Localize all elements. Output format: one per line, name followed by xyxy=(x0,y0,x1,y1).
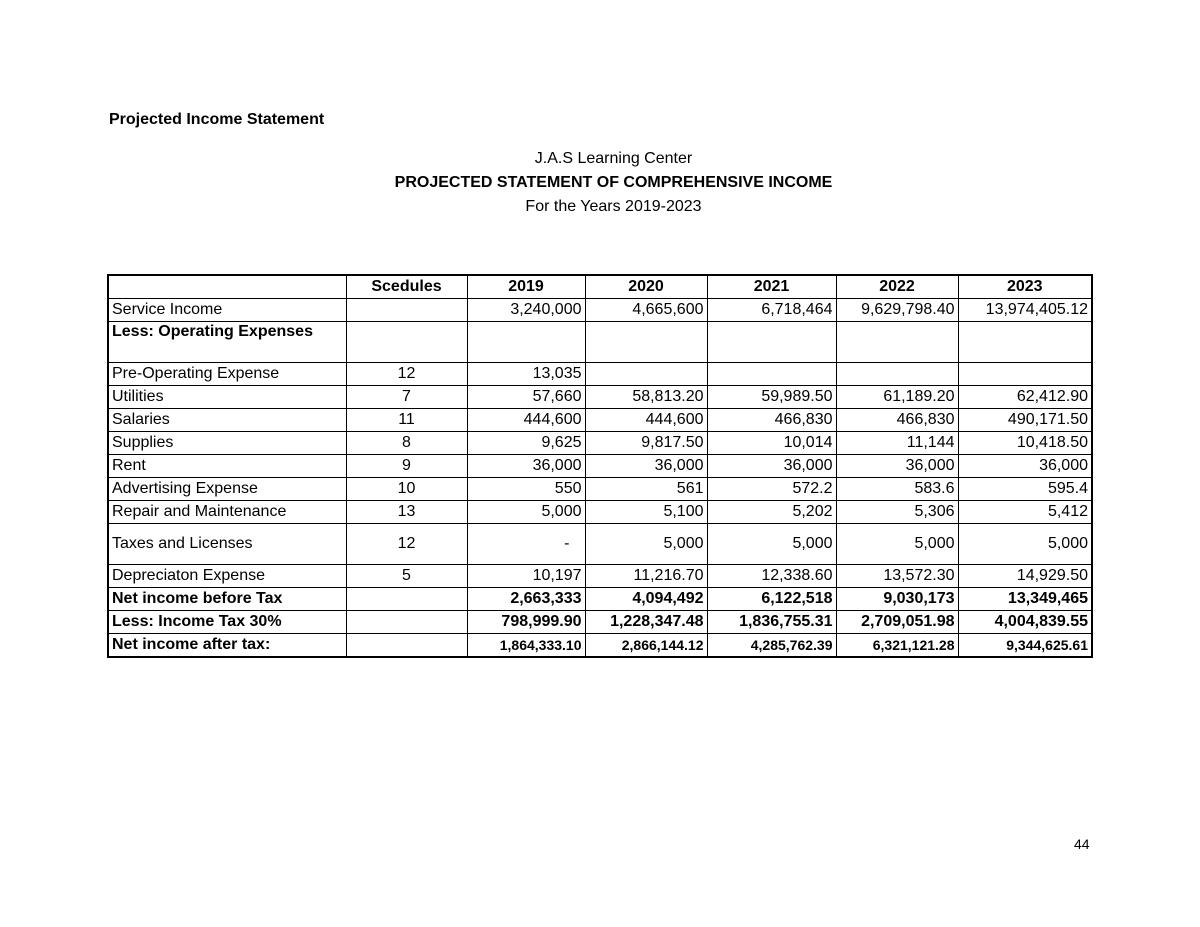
schedule-cell xyxy=(346,611,467,634)
value-2022: 6,321,121.28 xyxy=(836,634,958,658)
value-2019: 798,999.90 xyxy=(467,611,585,634)
value-2021: 5,202 xyxy=(707,501,836,524)
empty-cell xyxy=(958,322,1092,363)
value-2021: 572.2 xyxy=(707,478,836,501)
row-label: Net income after tax: xyxy=(108,634,346,658)
value-2023: 9,344,625.61 xyxy=(958,634,1092,658)
value-2023: 10,418.50 xyxy=(958,432,1092,455)
expense-row xyxy=(108,501,1092,524)
value-2021: 5,000 xyxy=(707,524,836,565)
schedule-cell: 7 xyxy=(346,386,467,409)
schedule-cell: 13 xyxy=(346,501,467,524)
value-2020: 11,216.70 xyxy=(585,565,707,588)
value-2019: 3,240,000 xyxy=(467,299,585,322)
value-2022: 11,144 xyxy=(836,432,958,455)
value-2021: 6,718,464 xyxy=(707,299,836,322)
page-number: 44 xyxy=(1074,836,1090,852)
value-2022: 5,000 xyxy=(836,524,958,565)
value-2023: 14,929.50 xyxy=(958,565,1092,588)
company-name: J.A.S Learning Center xyxy=(534,150,693,167)
value-2020: 4,665,600 xyxy=(585,299,707,322)
value-2019: 10,197 xyxy=(467,565,585,588)
row-label: Service Income xyxy=(108,299,346,322)
value-2021: 59,989.50 xyxy=(707,386,836,409)
value-2020: 5,000 xyxy=(585,524,707,565)
column-header-2020: 2020 xyxy=(585,275,707,299)
expense-row xyxy=(108,432,1092,455)
row-label: Utilities xyxy=(108,386,346,409)
row-label: Less: Income Tax 30% xyxy=(108,611,346,634)
schedule-cell xyxy=(346,299,467,322)
less-operating-expenses-row xyxy=(108,322,1092,363)
header-row xyxy=(108,275,1092,299)
row-label: Rent xyxy=(108,455,346,478)
schedule-cell xyxy=(346,588,467,611)
value-2019: 550 xyxy=(467,478,585,501)
value-2023: 595.4 xyxy=(958,478,1092,501)
value-2020: 2,866,144.12 xyxy=(585,634,707,658)
column-header-2023: 2023 xyxy=(958,275,1092,299)
income-statement-table xyxy=(107,274,1093,658)
value-2021: 36,000 xyxy=(707,455,836,478)
schedule-cell: 12 xyxy=(346,363,467,386)
expense-row xyxy=(108,363,1092,386)
column-header-label xyxy=(108,275,346,299)
column-header-2021: 2021 xyxy=(707,275,836,299)
row-label: Repair and Maintenance xyxy=(108,501,346,524)
dash-mark: - xyxy=(564,535,570,552)
value-2020 xyxy=(585,363,707,386)
value-2022: 36,000 xyxy=(836,455,958,478)
schedule-cell xyxy=(346,634,467,658)
value-2019: 57,660 xyxy=(467,386,585,409)
value-2023: 13,974,405.12 xyxy=(958,299,1092,322)
value-2021: 4,285,762.39 xyxy=(707,634,836,658)
taxes-and-licenses-row xyxy=(108,524,1092,565)
expense-row xyxy=(108,409,1092,432)
row-label: Net income before Tax xyxy=(108,588,346,611)
value-2020: 58,813.20 xyxy=(585,386,707,409)
column-header-2022: 2022 xyxy=(836,275,958,299)
value-2019: 2,663,333 xyxy=(467,588,585,611)
row-label: Less: Operating Expenses xyxy=(108,322,346,363)
value-2023: 62,412.90 xyxy=(958,386,1092,409)
value-2023: 5,412 xyxy=(958,501,1092,524)
net-income-after-tax-row xyxy=(108,634,1092,658)
value-2021: 6,122,518 xyxy=(707,588,836,611)
schedule-cell: 11 xyxy=(346,409,467,432)
column-header-schedules: Scedules xyxy=(346,275,467,299)
service-income-row xyxy=(108,299,1092,322)
value-2021: 12,338.60 xyxy=(707,565,836,588)
statement-period: For the Years 2019-2023 xyxy=(525,198,702,215)
row-label: Pre-Operating Expense xyxy=(108,363,346,386)
value-2019: 444,600 xyxy=(467,409,585,432)
value-2023: 490,171.50 xyxy=(958,409,1092,432)
expense-row xyxy=(108,478,1092,501)
value-2022: 583.6 xyxy=(836,478,958,501)
row-label: Salaries xyxy=(108,409,346,432)
value-2019: 5,000 xyxy=(467,501,585,524)
statement-title: PROJECTED STATEMENT OF COMPREHENSIVE INCOME xyxy=(394,174,833,191)
schedule-cell: 5 xyxy=(346,565,467,588)
column-header-2019: 2019 xyxy=(467,275,585,299)
value-2022: 5,306 xyxy=(836,501,958,524)
value-2022: 9,629,798.40 xyxy=(836,299,958,322)
value-2020: 9,817.50 xyxy=(585,432,707,455)
empty-cell xyxy=(836,322,958,363)
value-2022: 9,030,173 xyxy=(836,588,958,611)
value-2023: 4,004,839.55 xyxy=(958,611,1092,634)
row-label: Supplies xyxy=(108,432,346,455)
value-2022: 61,189.20 xyxy=(836,386,958,409)
value-2021 xyxy=(707,363,836,386)
net-income-before-tax-row xyxy=(108,588,1092,611)
value-2023: 5,000 xyxy=(958,524,1092,565)
value-2019: 13,035 xyxy=(467,363,585,386)
value-2022: 466,830 xyxy=(836,409,958,432)
value-2019: 36,000 xyxy=(467,455,585,478)
schedule-cell: 10 xyxy=(346,478,467,501)
value-2023 xyxy=(958,363,1092,386)
row-label: Taxes and Licenses xyxy=(108,524,346,565)
empty-cell xyxy=(467,322,585,363)
value-2023: 13,349,465 xyxy=(958,588,1092,611)
expense-row xyxy=(108,455,1092,478)
value-2019 xyxy=(467,524,585,565)
value-2020: 444,600 xyxy=(585,409,707,432)
value-2021: 1,836,755.31 xyxy=(707,611,836,634)
empty-cell xyxy=(707,322,836,363)
value-2021: 10,014 xyxy=(707,432,836,455)
value-2020: 4,094,492 xyxy=(585,588,707,611)
expense-row xyxy=(108,386,1092,409)
empty-cell xyxy=(585,322,707,363)
value-2023: 36,000 xyxy=(958,455,1092,478)
depreciation-row xyxy=(108,565,1092,588)
value-2019: 1,864,333.10 xyxy=(467,634,585,658)
schedule-cell: 12 xyxy=(346,524,467,565)
value-2019: 9,625 xyxy=(467,432,585,455)
value-2020: 5,100 xyxy=(585,501,707,524)
value-2022: 13,572.30 xyxy=(836,565,958,588)
row-label: Depreciaton Expense xyxy=(108,565,346,588)
empty-cell xyxy=(346,322,467,363)
income-tax-row xyxy=(108,611,1092,634)
section-heading: Projected Income Statement xyxy=(109,111,325,128)
value-2020: 1,228,347.48 xyxy=(585,611,707,634)
value-2021: 466,830 xyxy=(707,409,836,432)
value-2022 xyxy=(836,363,958,386)
schedule-cell: 9 xyxy=(346,455,467,478)
value-2022: 2,709,051.98 xyxy=(836,611,958,634)
schedule-cell: 8 xyxy=(346,432,467,455)
row-label: Advertising Expense xyxy=(108,478,346,501)
value-2020: 36,000 xyxy=(585,455,707,478)
value-2020: 561 xyxy=(585,478,707,501)
